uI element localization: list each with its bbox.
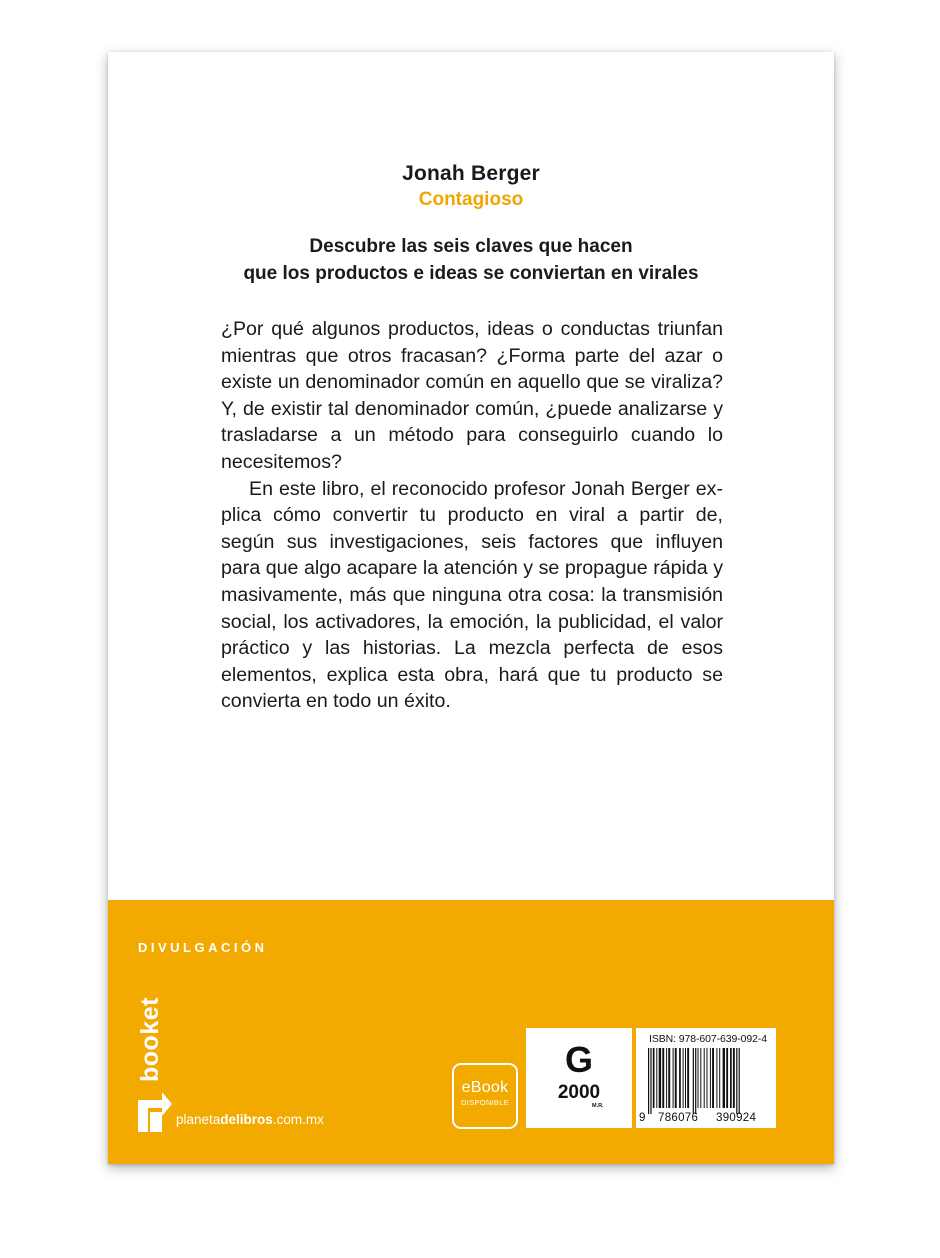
ebook-badge-subtitle: DISPONIBLE	[460, 1098, 509, 1107]
barcode-first-digit: 9	[639, 1112, 646, 1124]
genre-label: DIVULGACIÓN	[138, 940, 268, 955]
barcode-bar	[685, 1048, 686, 1108]
barcode-bar	[700, 1048, 701, 1108]
barcode-bar	[730, 1048, 732, 1108]
barcode-bar	[666, 1048, 667, 1108]
description-paragraph-2: En este libro, el reconocido profesor Jonah Berger explica cómo convertir tu producto en viral a partir de, según sus investigaciones, seis factores que influyen para que algo acapare la atención y se propague rápida y masivamente, más que ninguna otra cosa: la transmisión social, los activadores, la emoción, la publicidad, el valor práctico y las historias. La mezcla perfecta de esos elementos, explica esta obra, hará que tu producto se convierta en todo un éxito.	[221, 477, 723, 713]
booket-logo-text: booket	[136, 997, 164, 1082]
book-back-cover	[108, 52, 834, 1258]
subtitle-line-1: Descubre las seis claves que hacen	[309, 236, 633, 257]
website-prefix: planeta	[176, 1112, 221, 1127]
book-title: Contagioso	[418, 189, 524, 210]
barcode-bar	[723, 1048, 725, 1108]
barcode-bar	[662, 1048, 664, 1108]
subtitle-line-2: que los productos e ideas se conviertan en virales	[243, 263, 699, 284]
description-paragraph-1: ¿Por qué algunos productos, ideas o conductas triunfan mientras que otros fracasan? ¿Forma parte del azar o existe un denominador común en aquello que se viraliza? Y, de existir tal denominador común, ¿puede analizarse y trasladarse a un método para conseguirlo cuando lo necesitemos?	[221, 318, 723, 473]
barcode	[636, 1028, 776, 1128]
website-suffix: .com.mx	[272, 1112, 324, 1127]
barcode-guard-bar	[693, 1048, 694, 1114]
barcode-bar	[712, 1048, 714, 1108]
barcode-bar	[704, 1048, 705, 1108]
author-name: Jonah Berger	[402, 162, 540, 185]
barcode-left-digits: 786076	[658, 1112, 699, 1124]
barcode-bar	[698, 1048, 699, 1108]
barcode-bar	[668, 1048, 670, 1108]
barcode-bar	[716, 1048, 717, 1108]
barcode-guard-bar	[648, 1048, 649, 1114]
barcode-bar	[673, 1048, 674, 1108]
book-description	[221, 316, 723, 715]
ebook-badge	[452, 1063, 518, 1129]
g2000-letter: G	[564, 1039, 593, 1080]
g2000-number: 2000	[557, 1082, 601, 1103]
barcode-bar	[687, 1048, 689, 1108]
publisher-website[interactable]	[176, 1112, 324, 1127]
g2000-trademark: M.R.	[592, 1103, 604, 1109]
website-bold-part: delibros	[220, 1112, 273, 1127]
barcode-right-digits: 390924	[716, 1112, 757, 1124]
barcode-guard-bar	[739, 1048, 740, 1114]
booket-trademark: M.R.	[188, 1252, 201, 1258]
barcode-bar	[656, 1048, 657, 1108]
booket-mark-icon	[138, 1092, 172, 1132]
barcode-bar	[659, 1048, 661, 1108]
isbn-label: ISBN: 978-607-639-092-4	[649, 1033, 767, 1045]
barcode-bar	[653, 1048, 655, 1108]
ebook-badge-title: eBook	[461, 1079, 509, 1096]
barcode-guard-bar	[695, 1048, 696, 1114]
book-subtitle	[108, 233, 834, 287]
bottom-band	[108, 900, 834, 1258]
barcode-guard-bar	[650, 1048, 651, 1114]
barcode-bar	[707, 1048, 708, 1108]
barcode-bar	[679, 1048, 681, 1108]
barcode-guard-bar	[736, 1048, 737, 1114]
barcode-bar	[726, 1048, 728, 1108]
barcode-bar	[719, 1048, 720, 1108]
barcode-bar	[733, 1048, 735, 1108]
barcode-bar	[683, 1048, 684, 1108]
barcode-bar	[675, 1048, 677, 1108]
g2000-badge	[526, 1028, 632, 1128]
barcode-bar	[710, 1048, 711, 1108]
